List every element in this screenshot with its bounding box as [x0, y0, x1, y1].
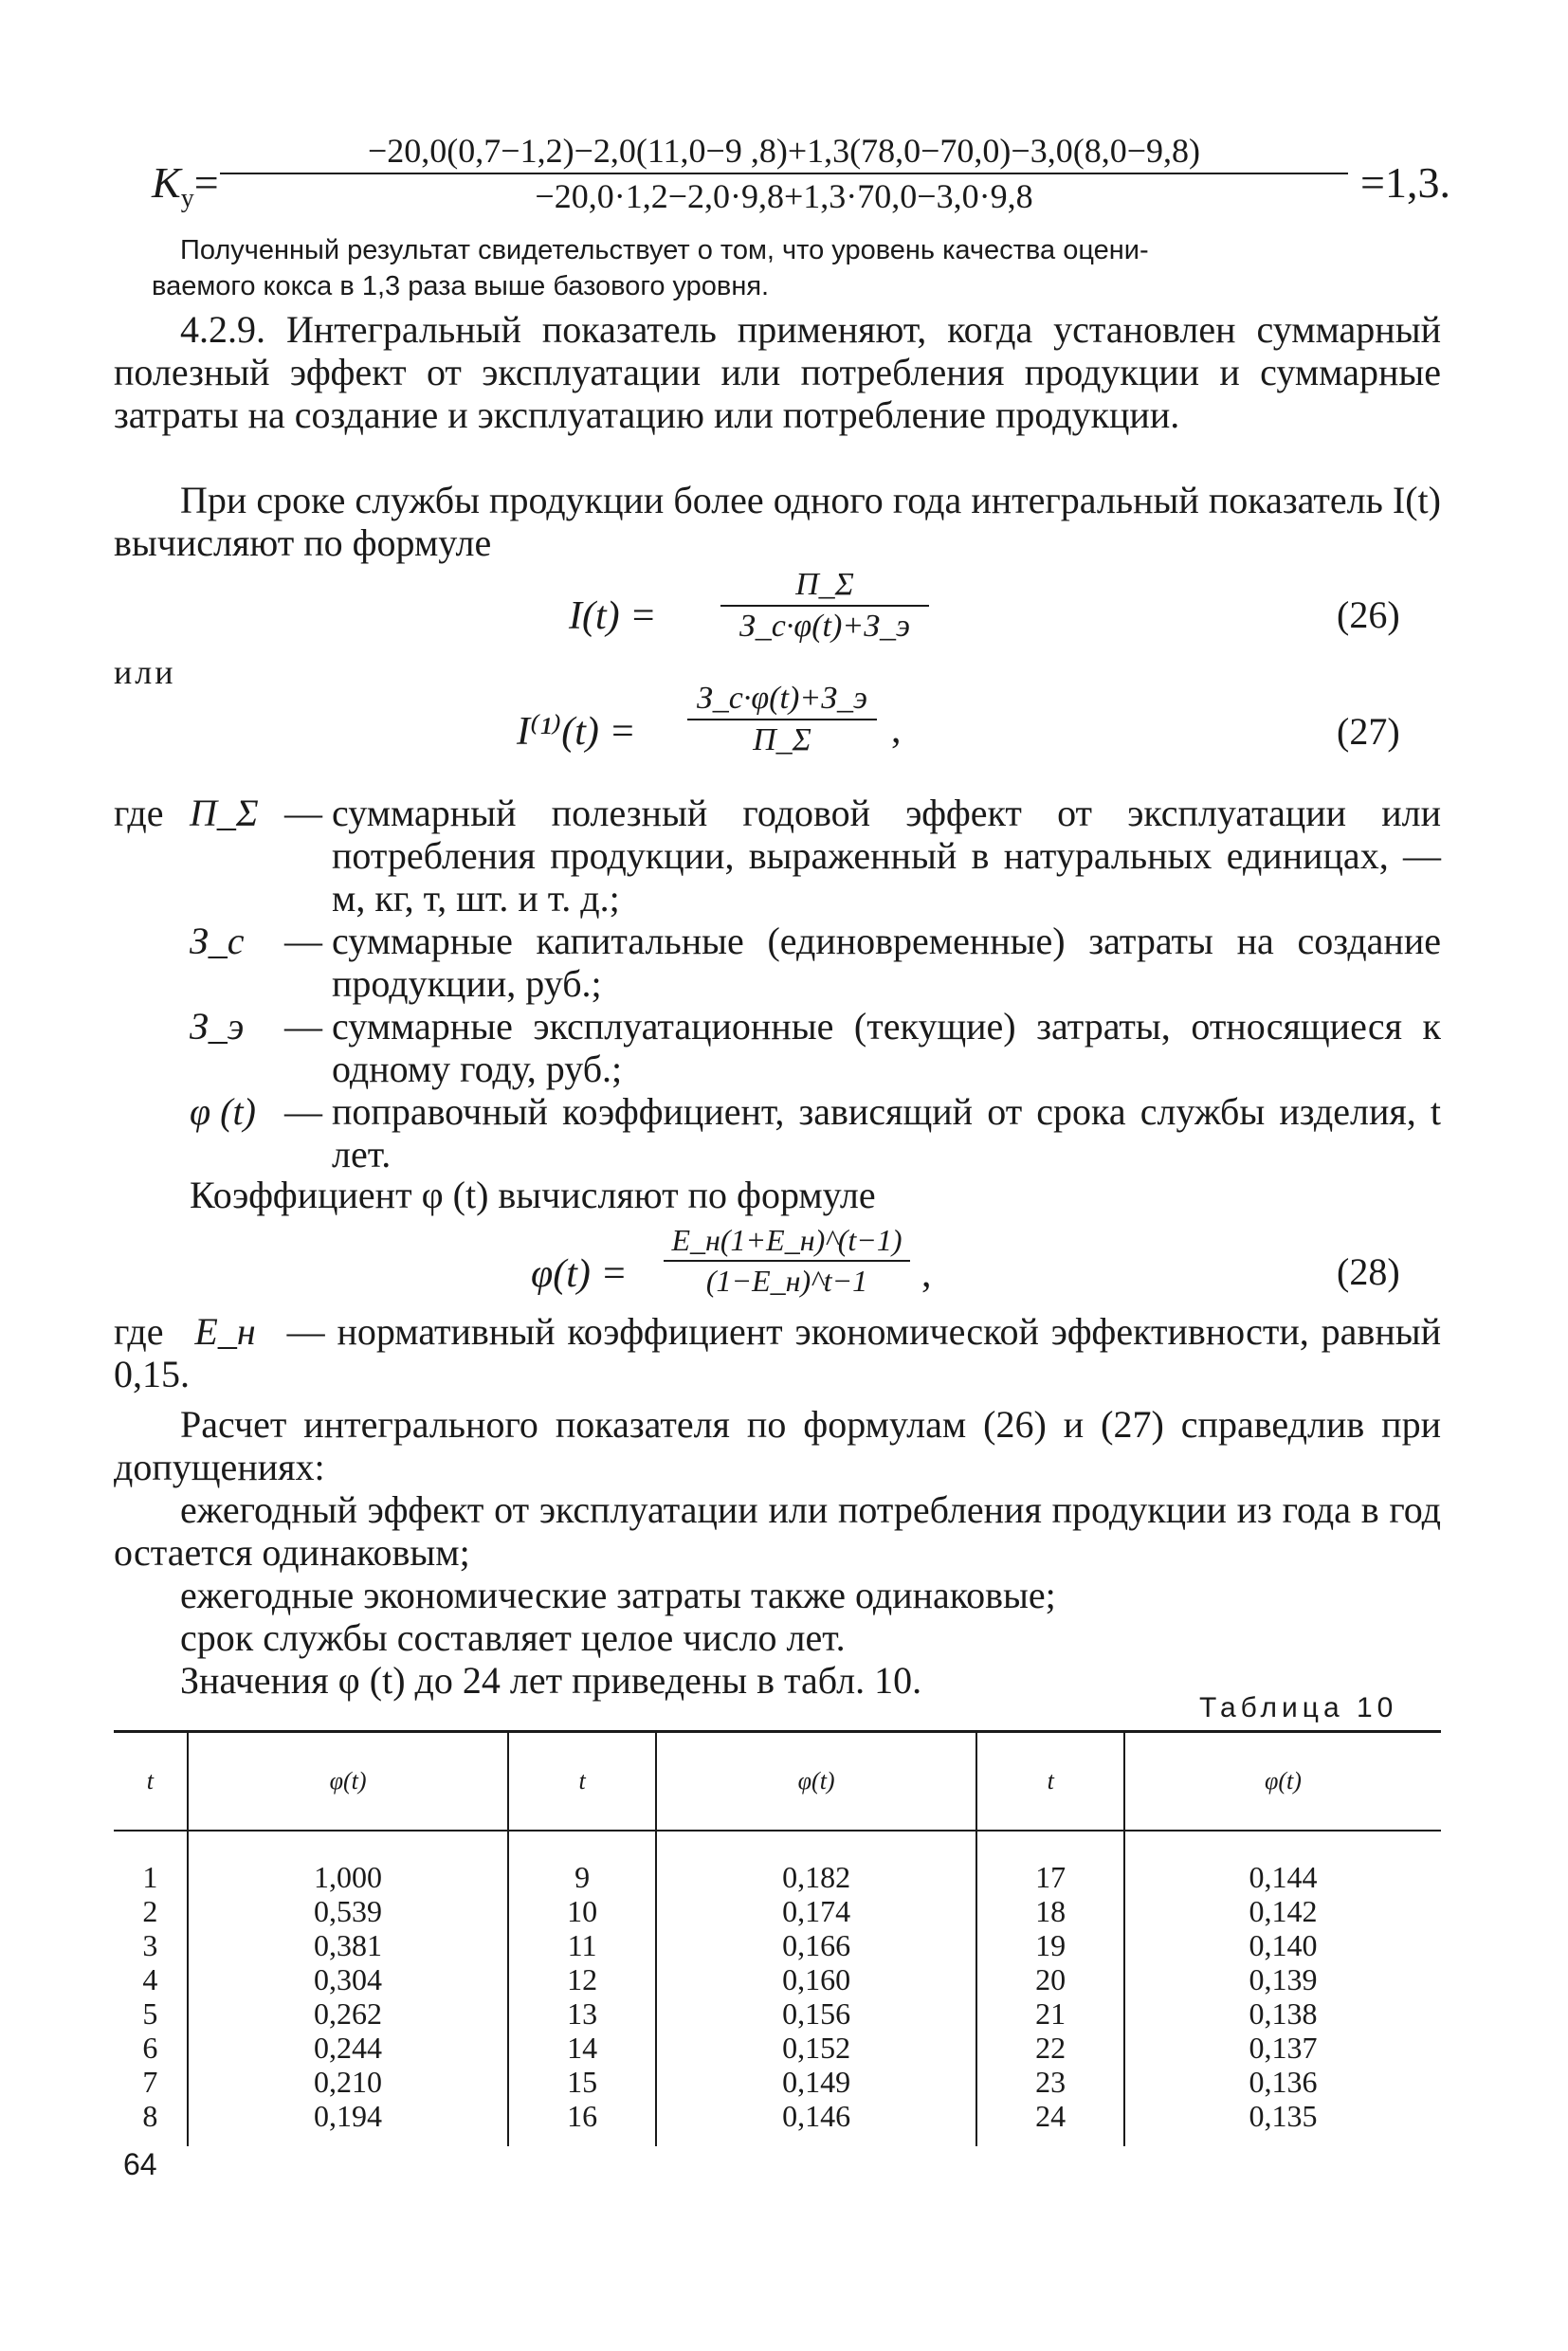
where-label: где: [114, 792, 164, 834]
table-row: [114, 1831, 1441, 1894]
definition-dash: —: [284, 920, 322, 962]
assumption-item: срок службы составляет целое число лет.: [180, 1616, 846, 1659]
table-cell: 0,142: [1124, 1894, 1441, 1928]
table-cell: 0,135: [1124, 2099, 1441, 2146]
formula-28: [531, 1223, 967, 1318]
table-cell: 9: [508, 1831, 656, 1894]
table-cell: 15: [508, 2065, 656, 2099]
or-label: или: [114, 653, 176, 691]
table-cell: 4: [142, 1962, 158, 1996]
table-cell: 0,244: [188, 2031, 509, 2065]
table-row: [114, 1996, 1441, 2031]
paragraph-service-life: При сроке службы продукции более одного года интегральный показатель I(t) вычисляют по формуле: [114, 479, 1441, 564]
formula-ky-fraction: [220, 131, 1348, 216]
formula-28-numerator: E_н(1+E_н)^(t−1): [671, 1223, 903, 1257]
equation-number-27: (27): [1337, 710, 1400, 753]
table-cell: 0,137: [1124, 2031, 1441, 2065]
table-header-cell: t: [508, 1732, 656, 1832]
table-cell: 18: [976, 1894, 1124, 1928]
definition-text: суммарный полезный годовой эффект от эксплуатации или потребления продукции, выраженный в натуральных единицах, — м, кг, т, шт. и т. д.;: [332, 792, 1441, 920]
table-cell: 7: [142, 2065, 158, 2099]
paragraph-assumptions-intro: Расчет интегрального показателя по формулам (26) и (27) справедлив при допущениях:: [114, 1403, 1441, 1488]
table-cell: 21: [976, 1996, 1124, 2031]
formula-ky-numerator: −20,0(0,7−1,2)−2,0(11,0−9 ,8)+1,3(78,0−70,0)−3,0(8,0−9,8): [368, 132, 1200, 170]
definition-item: [114, 920, 1441, 1005]
table-cell: 0,166: [656, 1928, 977, 1962]
coefficient-line: Коэффициент φ (t) вычисляют по формуле: [190, 1174, 876, 1216]
table-cell: 0,146: [656, 2099, 977, 2146]
table-cell: 0,174: [656, 1894, 977, 1928]
table-cell: 0,156: [656, 1996, 977, 2031]
where-en-text: — нормативный коэффициент экономической эффективности, равный 0,15.: [114, 1310, 1442, 1395]
table-cell: 8: [142, 2099, 158, 2133]
definition-text: суммарные капитальные (единовременные) затраты на создание продукции, руб.;: [332, 920, 1441, 1005]
table-cell: 0,182: [656, 1831, 977, 1894]
table-row: [114, 2065, 1441, 2099]
formula-27-lhs: I⁽¹⁾(t) =: [517, 710, 636, 754]
table-cell: 3: [142, 1928, 158, 1962]
where-en-term: E_н: [194, 1310, 256, 1353]
definition-item: [114, 1090, 1441, 1176]
result-note-line1: Полученный результат свидетельствует о том, что уровень качества оцени-: [180, 235, 1149, 265]
table-cell: 0,194: [188, 2099, 509, 2146]
table-cell: 20: [976, 1962, 1124, 1996]
table-header-row: [114, 1732, 1441, 1832]
table-cell: 0,139: [1124, 1962, 1441, 1996]
table-cell: 16: [508, 2099, 656, 2146]
table-cell: 0,144: [1124, 1831, 1441, 1894]
formula-ky-result: =1,3.: [1360, 158, 1450, 207]
assumption-item: ежегодный эффект от эксплуатации или потребления продукции из года в год остается одинаковым;: [114, 1488, 1441, 1574]
formula-27-comma: ,: [891, 708, 902, 752]
table-cell: 23: [976, 2065, 1124, 2099]
table-header-cell: t: [976, 1732, 1124, 1832]
table-header-cell: φ(t): [1124, 1732, 1441, 1832]
formula-ky-denominator: −20,0·1,2−2,0·9,8+1,3·70,0−3,0·9,8: [535, 177, 1033, 215]
table-cell: 13: [508, 1996, 656, 2031]
table-row: [114, 1962, 1441, 1996]
table-cell: 2: [142, 1894, 158, 1928]
assumptions-list: [114, 1488, 1441, 1702]
table-row: [114, 1928, 1441, 1962]
table-row: [114, 2031, 1441, 2065]
formula-28-comma: ,: [921, 1252, 932, 1296]
table-cell: 0,140: [1124, 1928, 1441, 1962]
where-en-definition: [114, 1310, 1441, 1395]
definition-dash: —: [284, 1005, 322, 1048]
definition-term: φ (t): [190, 1090, 256, 1133]
table-cell: 0,136: [1124, 2065, 1441, 2099]
table-cell: 1: [142, 1860, 158, 1894]
formula-27-numerator: З_с·φ(t)+З_э: [696, 681, 868, 716]
table-cell: 0,138: [1124, 1996, 1441, 2031]
table-caption: Таблица 10: [1199, 1692, 1398, 1723]
table-cell: 0,262: [188, 1996, 509, 2031]
table-cell: 0,149: [656, 2065, 977, 2099]
table-cell: 22: [976, 2031, 1124, 2065]
table-cell: 12: [508, 1962, 656, 1996]
table-cell: 0,539: [188, 1894, 509, 1928]
values-line: Значения φ (t) до 24 лет приведены в табл. 10.: [180, 1659, 922, 1702]
paragraph-integral-indicator: 4.2.9. Интегральный показатель применяют, когда установлен суммарный полезный эффект от эксплуатации или потребления продукции и суммарные затраты на создание и эксплуатацию или потребление продукции.: [114, 308, 1441, 436]
definition-dash: —: [284, 792, 322, 834]
equation-number-28: (28): [1337, 1250, 1400, 1293]
table-cell: 1,000: [188, 1831, 509, 1894]
result-note-line2: ваемого кокса в 1,3 раза выше базового уровня.: [152, 271, 770, 301]
assumption-item: ежегодные экономические затраты также одинаковые;: [180, 1574, 1056, 1616]
definition-list: [114, 792, 1441, 1176]
table-cell: 19: [976, 1928, 1124, 1962]
table-row: [114, 2099, 1441, 2146]
where-en-prefix: где: [114, 1310, 164, 1353]
formula-26-denominator: З_с·φ(t)+З_э: [738, 609, 911, 644]
definition-dash: —: [284, 1090, 322, 1133]
formula-ky-lhs: $K_у=$: [152, 158, 219, 214]
page-number: 64: [123, 2147, 157, 2181]
definition-text: поправочный коэффициент, зависящий от срока службы изделия, t лет.: [332, 1090, 1441, 1176]
definition-term: З_э: [190, 1005, 245, 1048]
definition-item: [114, 792, 1441, 920]
table-cell: 24: [976, 2099, 1124, 2146]
formula-26-numerator: П_Σ: [795, 567, 854, 602]
table-cell: 0,210: [188, 2065, 509, 2099]
table-cell: 6: [142, 2031, 158, 2065]
formula-27: [517, 681, 915, 775]
definition-item: [114, 1005, 1441, 1090]
table-header-cell: φ(t): [188, 1732, 509, 1832]
table-cell: 17: [976, 1831, 1124, 1894]
table-cell: 0,160: [656, 1962, 977, 1996]
table-10: [114, 1730, 1441, 2146]
table-cell: 5: [142, 1996, 158, 2031]
definition-text: суммарные эксплуатационные (текущие) затраты, относящиеся к одному году, руб.;: [332, 1005, 1441, 1090]
equation-number-26: (26): [1337, 593, 1400, 636]
table-header-cell: φ(t): [656, 1732, 977, 1832]
table-cell: 0,304: [188, 1962, 509, 1996]
formula-28-lhs: φ(t) =: [531, 1252, 628, 1296]
formula-ky: [152, 131, 1460, 226]
table-header-cell: t: [114, 1732, 188, 1832]
table-row: [114, 1894, 1441, 1928]
formula-26: [569, 567, 929, 662]
formula-26-lhs: I(t) =: [569, 594, 657, 638]
table-cell: 0,152: [656, 2031, 977, 2065]
table-cell: 11: [508, 1928, 656, 1962]
formula-27-denominator: П_Σ: [753, 722, 811, 757]
table-cell: 10: [508, 1894, 656, 1928]
formula-28-denominator: (1−E_н)^t−1: [705, 1264, 868, 1298]
table-cell: 14: [508, 2031, 656, 2065]
table-cell: 0,381: [188, 1928, 509, 1962]
result-note: [152, 232, 1441, 304]
definition-term: П_Σ: [190, 792, 259, 834]
definition-term: З_с: [190, 920, 245, 962]
